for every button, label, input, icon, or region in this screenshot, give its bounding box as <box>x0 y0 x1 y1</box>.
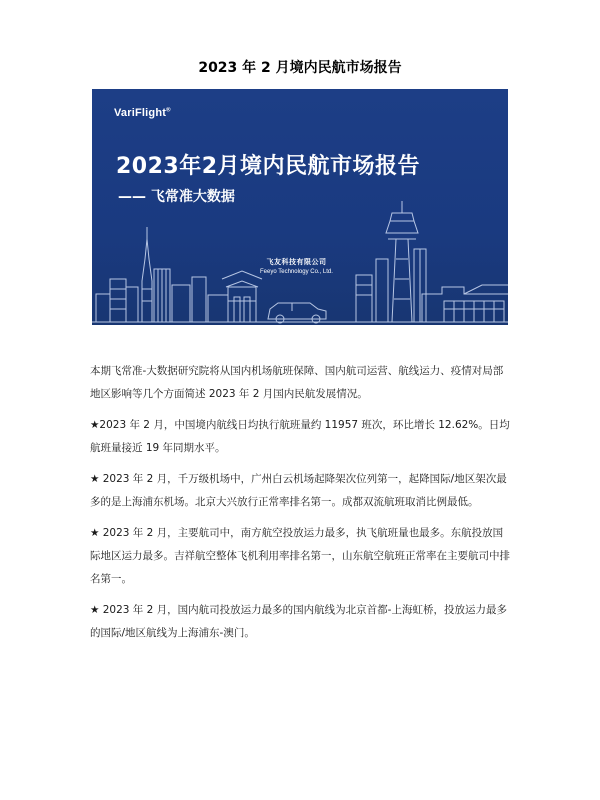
report-body <box>90 360 510 653</box>
report-banner <box>92 89 508 325</box>
intro-paragraph: 本期飞常准-大数据研究院将从国内机场航班保障、国内航司运营、航线运力、疫情对局部地区影响等几个方面简述 2023 年 2 月国内民航发展情况。 <box>90 365 504 400</box>
highlight-paragraph: ★ 2023 年 2 月，国内航司投放运力最多的国内航线为北京首都-上海虹桥，投放运力最多的国际/地区航线为上海浦东-澳门。 <box>90 604 507 639</box>
company-name-cn: 飞友科技有限公司 <box>266 258 327 266</box>
company-name-en: Feeyo Technology Co., Ltd. <box>260 269 333 275</box>
banner-title: 2023年2月境内民航市场报告 <box>116 154 421 179</box>
banner-subtitle: —— 飞常准大数据 <box>118 189 235 205</box>
highlight-paragraph: ★ 2023 年 2 月，千万级机场中，广州白云机场起降架次位列第一，起降国际/地区架次最多的是上海浦东机场。北京大兴放行正常率排名第一。成都双流航班取消比例最低。 <box>90 473 507 508</box>
variflight-logo <box>114 107 171 119</box>
company-block <box>260 257 333 275</box>
city-skyline-illustration <box>92 89 508 325</box>
logo-mark: ® <box>166 107 171 114</box>
highlight-paragraph: ★ 2023 年 2 月，主要航司中，南方航空投放运力最多，执飞航班量也最多。东航投放国际地区运力最多。吉祥航空整体飞机利用率排名第一，山东航空航班正常率在主要航司中排名第一。 <box>90 527 510 585</box>
page-title: 2023 年 2 月境内民航市场报告 <box>198 60 402 76</box>
logo-text: VariFlight <box>114 107 167 119</box>
highlight-paragraph: ★2023 年 2 月，中国境内航线日均执行航班量约 11957 班次，环比增长 12.62%。日均航班量接近 19 年同期水平。 <box>90 419 510 454</box>
